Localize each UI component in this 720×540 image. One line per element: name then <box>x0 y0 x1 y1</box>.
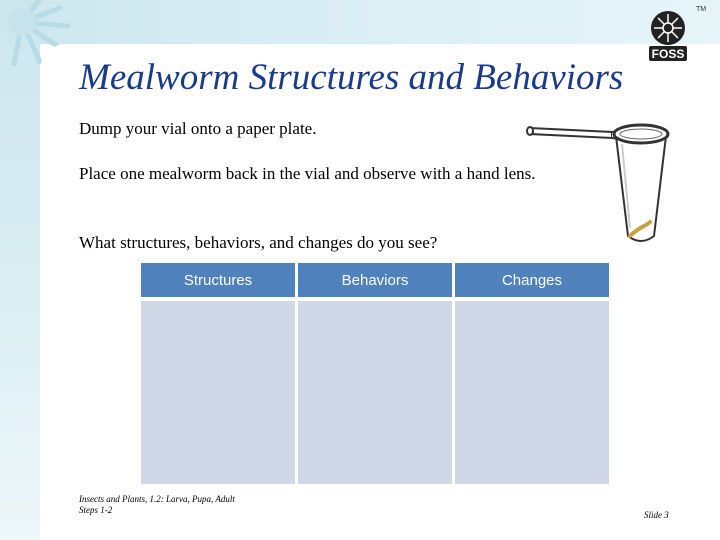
source-line-1: Insects and Plants, 1.2: Larva, Pupa, Adult <box>79 494 235 504</box>
trademark-mark: TM <box>696 6 707 13</box>
source-citation <box>79 494 235 516</box>
header-structures: Structures <box>141 263 295 297</box>
cell-structures <box>141 301 295 484</box>
observation-table <box>138 263 612 484</box>
slide-number: Slide 3 <box>644 510 669 520</box>
header-behaviors: Behaviors <box>298 263 452 297</box>
cell-behaviors <box>298 301 452 484</box>
vial-with-scoop-illustration <box>526 118 696 248</box>
instruction-3: What structures, behaviors, and changes do you see? <box>79 233 438 252</box>
logo-text: FOSS <box>651 47 685 61</box>
foss-logo <box>645 6 691 64</box>
instruction-2: Place one mealworm back in the vial and observe with a hand lens. <box>79 164 536 183</box>
source-line-2: Steps 1-2 <box>79 505 113 515</box>
instruction-1: Dump your vial onto a paper plate. <box>79 119 317 138</box>
header-changes: Changes <box>455 263 609 297</box>
slide-title: Mealworm Structures and Behaviors <box>79 57 624 98</box>
cell-changes <box>455 301 609 484</box>
